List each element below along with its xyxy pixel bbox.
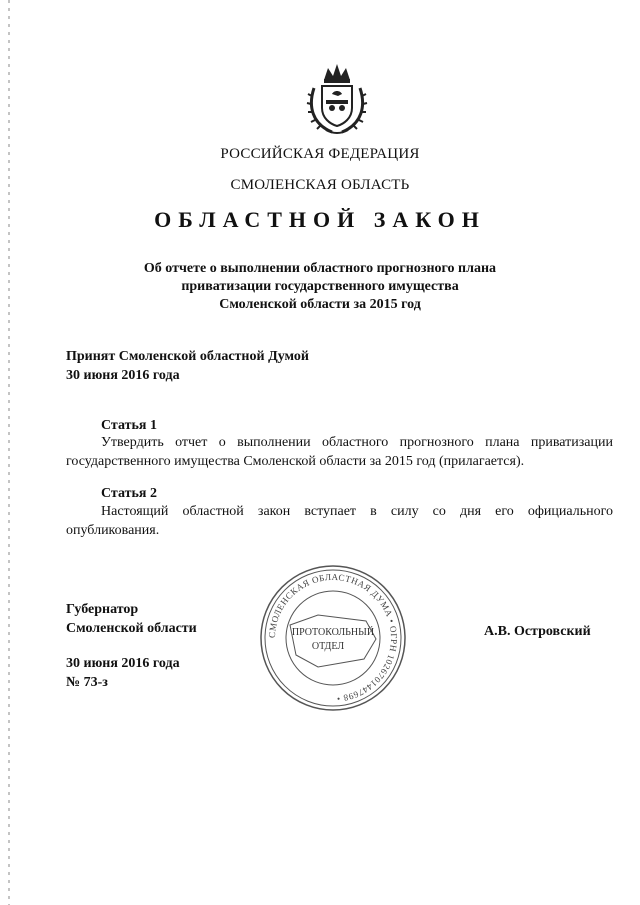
adoption-info (66, 347, 309, 385)
signatory-name: А.В. Островский (484, 624, 591, 639)
stamp-inner-text: ПРОТОКОЛЬНЫЙ (291, 627, 375, 638)
stamp-inner-text-2: ОТДЕЛ (311, 641, 345, 652)
article-2-text: Настоящий областной закон вступает в силу со дня его официального опубликования. (66, 504, 613, 538)
stamp-outer-text: СМОЛЕНСКАЯ ОБЛАСТНАЯ ДУМА • ОГРН 1026701447698 • (266, 571, 400, 704)
signing-date: 30 июня 2016 года (66, 656, 180, 671)
law-title (0, 260, 640, 314)
law-title-line: приватизации государственного имущества (181, 279, 459, 294)
coat-of-arms-icon (302, 58, 372, 138)
adoption-date: 30 июня 2016 года (66, 368, 180, 383)
law-number: № 73-з (66, 675, 108, 690)
article-1-text: Утвердить отчет о выполнении областного прогнозного плана приватизации государственного имущества Смоленской области за 2015 год (прилагается). (66, 435, 613, 469)
region-name: СМОЛЕНСКАЯ ОБЛАСТЬ (230, 177, 410, 193)
country-name: РОССИЙСКАЯ ФЕДЕРАЦИЯ (220, 146, 420, 162)
scan-margin-line (8, 0, 10, 905)
law-title-line: Об отчете о выполнении областного прогнозного плана (143, 261, 497, 276)
official-stamp-icon (258, 563, 408, 713)
position-title: Губернатор (66, 602, 139, 617)
position-region: Смоленской области (66, 621, 197, 636)
adoption-body: Принят Смоленской областной Думой (66, 349, 309, 364)
signing-info (66, 654, 180, 692)
document-type: ОБЛАСТНОЙ ЗАКОН (154, 207, 486, 232)
law-title-line: Смоленской области за 2015 год (219, 297, 421, 312)
article-1-heading: Статья 1 (101, 418, 157, 433)
article-2-heading: Статья 2 (101, 486, 157, 501)
signatory-position (66, 600, 197, 638)
